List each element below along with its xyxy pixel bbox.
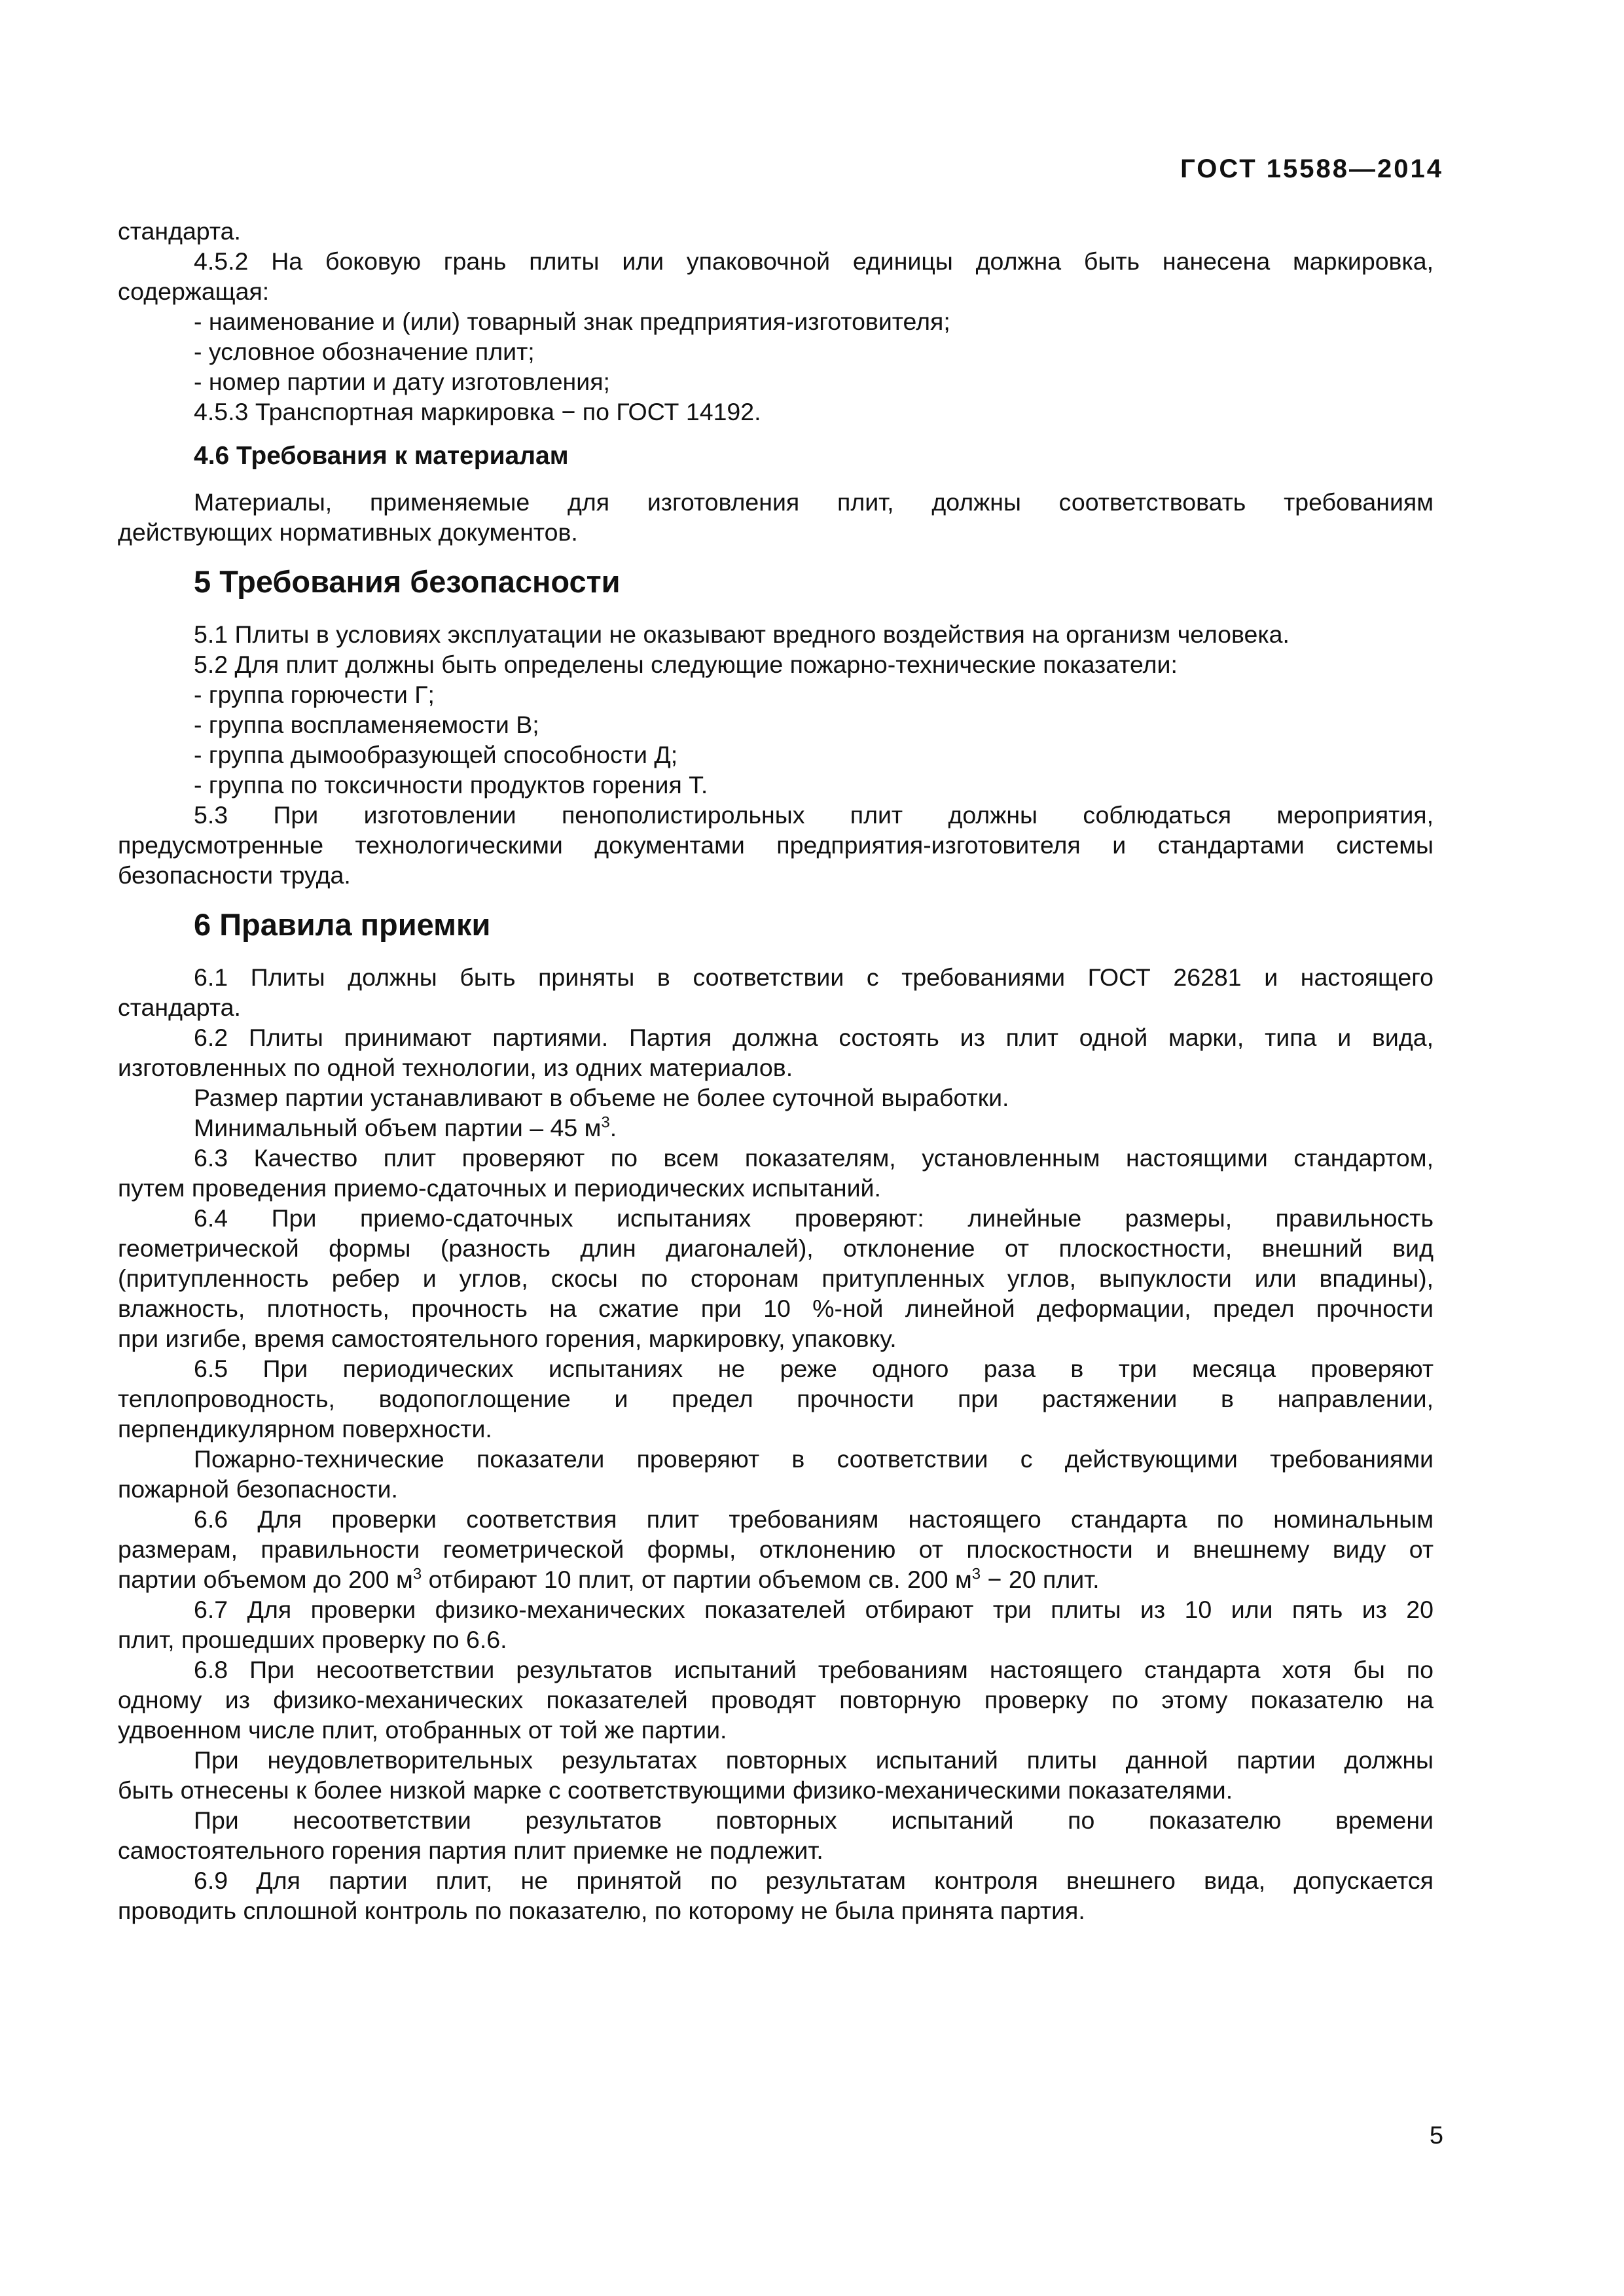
- text-line: содержащая:: [118, 278, 270, 305]
- text-line: 6.9 Для партии плит, не принятой по результатам контроля внешнего вида, допускается: [194, 1867, 1434, 1894]
- section-heading: 6 Правила приемки: [194, 907, 491, 942]
- text-line: Пожарно-технические показатели проверяют в соответствии с действующими требованиями: [194, 1445, 1434, 1473]
- text-line: 4.5.2 На боковую грань плиты или упаковочной единицы должна быть нанесена маркировка,: [194, 247, 1434, 275]
- text-line: размерам, правильности геометрической формы, отклонению от плоскостности и внешнему виду от: [118, 1535, 1434, 1563]
- text-line: 6.2 Плиты принимают партиями. Партия должна состоять из плит одной марки, типа и вида,: [194, 1024, 1434, 1051]
- text-line: теплопроводность, водопоглощение и предел прочности при растяжении в направлении,: [118, 1385, 1434, 1412]
- text-line: действующих нормативных документов.: [118, 518, 578, 546]
- text-line: При несоответствии результатов повторных испытаний по показателю времени: [194, 1806, 1434, 1834]
- text-line: одному из физико-механических показателей проводят повторную проверку по этому показателю на: [118, 1686, 1434, 1713]
- text-line: проводить сплошной контроль по показателю, по которому не была принята партия.: [118, 1897, 1085, 1924]
- text-line: плит, прошедших проверку по 6.6.: [118, 1626, 507, 1653]
- text-line: [118, 1113, 1434, 1143]
- text-line: [118, 1564, 1434, 1594]
- section-heading: 4.6 Требования к материалам: [194, 442, 569, 470]
- text-line: Размер партии устанавливают в объеме не более суточной выработки.: [194, 1084, 1009, 1111]
- text-line: 6.3 Качество плит проверяют по всем показателям, установленным настоящими стандартом,: [194, 1144, 1434, 1172]
- page-number: 5: [1429, 2122, 1443, 2149]
- list-item: - группа воспламеняемости В;: [194, 711, 539, 738]
- text-line: безопасности труда.: [118, 861, 351, 889]
- text-line: перпендикулярном поверхности.: [118, 1415, 492, 1443]
- text-line: влажность, плотность, прочность на сжатие при 10 %-ной линейной деформации, предел прочности: [118, 1295, 1434, 1322]
- text-line: при изгибе, время самостоятельного горения, маркировку, упаковку.: [118, 1325, 897, 1352]
- document-header-id: ГОСТ 15588—2014: [1180, 154, 1443, 183]
- text-line: Материалы, применяемые для изготовления плит, должны соответствовать требованиям: [194, 488, 1434, 516]
- text-line: 6.6 Для проверки соответствия плит требованиям настоящего стандарта по номинальным: [194, 1505, 1434, 1533]
- superscript: 3: [601, 1113, 610, 1132]
- text-line: 6.5 При периодических испытаниях не реже одного раза в три месяца проверяют: [194, 1355, 1434, 1382]
- list-item: - группа по токсичности продуктов горения Т.: [194, 771, 708, 798]
- text-line: 6.7 Для проверки физико-механических показателей отбирают три плиты из 10 или пять из 20: [194, 1596, 1434, 1623]
- text-span: Минимальный объем партии – 45 м: [194, 1114, 602, 1141]
- text-span: − 20 плит.: [981, 1566, 1100, 1593]
- text-line: пожарной безопасности.: [118, 1475, 398, 1503]
- text-line: геометрической формы (разность длин диагоналей), отклонение от плоскостности, внешний вид: [118, 1234, 1434, 1262]
- text-line: При неудовлетворительных результатах повторных испытаний плиты данной партии должны: [194, 1746, 1434, 1774]
- text-line: 5.1 Плиты в условиях эксплуатации не оказывают вредного воздействия на организм человека.: [194, 620, 1290, 648]
- superscript: 3: [412, 1565, 422, 1583]
- text-line: изготовленных по одной технологии, из одних материалов.: [118, 1054, 793, 1081]
- text-line: быть отнесены к более низкой марке с соответствующими физико-механическими показателями.: [118, 1776, 1233, 1804]
- superscript: 3: [971, 1565, 981, 1583]
- list-item: - номер партии и дату изготовления;: [194, 368, 610, 395]
- list-item: - наименование и (или) товарный знак предприятия-изготовителя;: [194, 308, 950, 335]
- text-line: 6.4 При приемо-сдаточных испытаниях проверяют: линейные размеры, правильность: [194, 1204, 1434, 1232]
- text-span: отбирают 10 плит, от партии объемом св. 200 м: [422, 1566, 972, 1593]
- text-line: 5.3 При изготовлении пенополистирольных плит должны соблюдаться мероприятия,: [194, 801, 1434, 829]
- text-line: путем проведения приемо-сдаточных и периодических испытаний.: [118, 1174, 881, 1202]
- text-span: партии объемом до 200 м: [118, 1566, 413, 1593]
- text-line: стандарта.: [118, 217, 241, 245]
- list-item: - группа дымообразующей способности Д;: [194, 741, 678, 768]
- text-line: 4.5.3 Транспортная маркировка − по ГОСТ 14192.: [194, 398, 761, 425]
- text-line: 6.8 При несоответствии результатов испытаний требованиям настоящего стандарта хотя бы по: [194, 1656, 1434, 1683]
- document-body: [118, 216, 1434, 1926]
- section-heading: 5 Требования безопасности: [194, 564, 621, 599]
- text-line: предусмотренные технологическими документами предприятия-изготовителя и стандартами системы: [118, 831, 1434, 859]
- text-span: .: [609, 1114, 617, 1141]
- text-line: удвоенном числе плит, отобранных от той же партии.: [118, 1716, 727, 1744]
- list-item: - условное обозначение плит;: [194, 338, 535, 365]
- text-line: стандарта.: [118, 994, 241, 1021]
- text-line: 5.2 Для плит должны быть определены следующие пожарно-технические показатели:: [194, 651, 1178, 678]
- text-line: 6.1 Плиты должны быть приняты в соответствии с требованиями ГОСТ 26281 и настоящего: [194, 963, 1434, 991]
- text-line: (притупленность ребер и углов, скосы по сторонам притупленных углов, выпуклости или впадины),: [118, 1265, 1434, 1292]
- text-line: самостоятельного горения партия плит приемке не подлежит.: [118, 1837, 823, 1864]
- list-item: - группа горючести Г;: [194, 681, 435, 708]
